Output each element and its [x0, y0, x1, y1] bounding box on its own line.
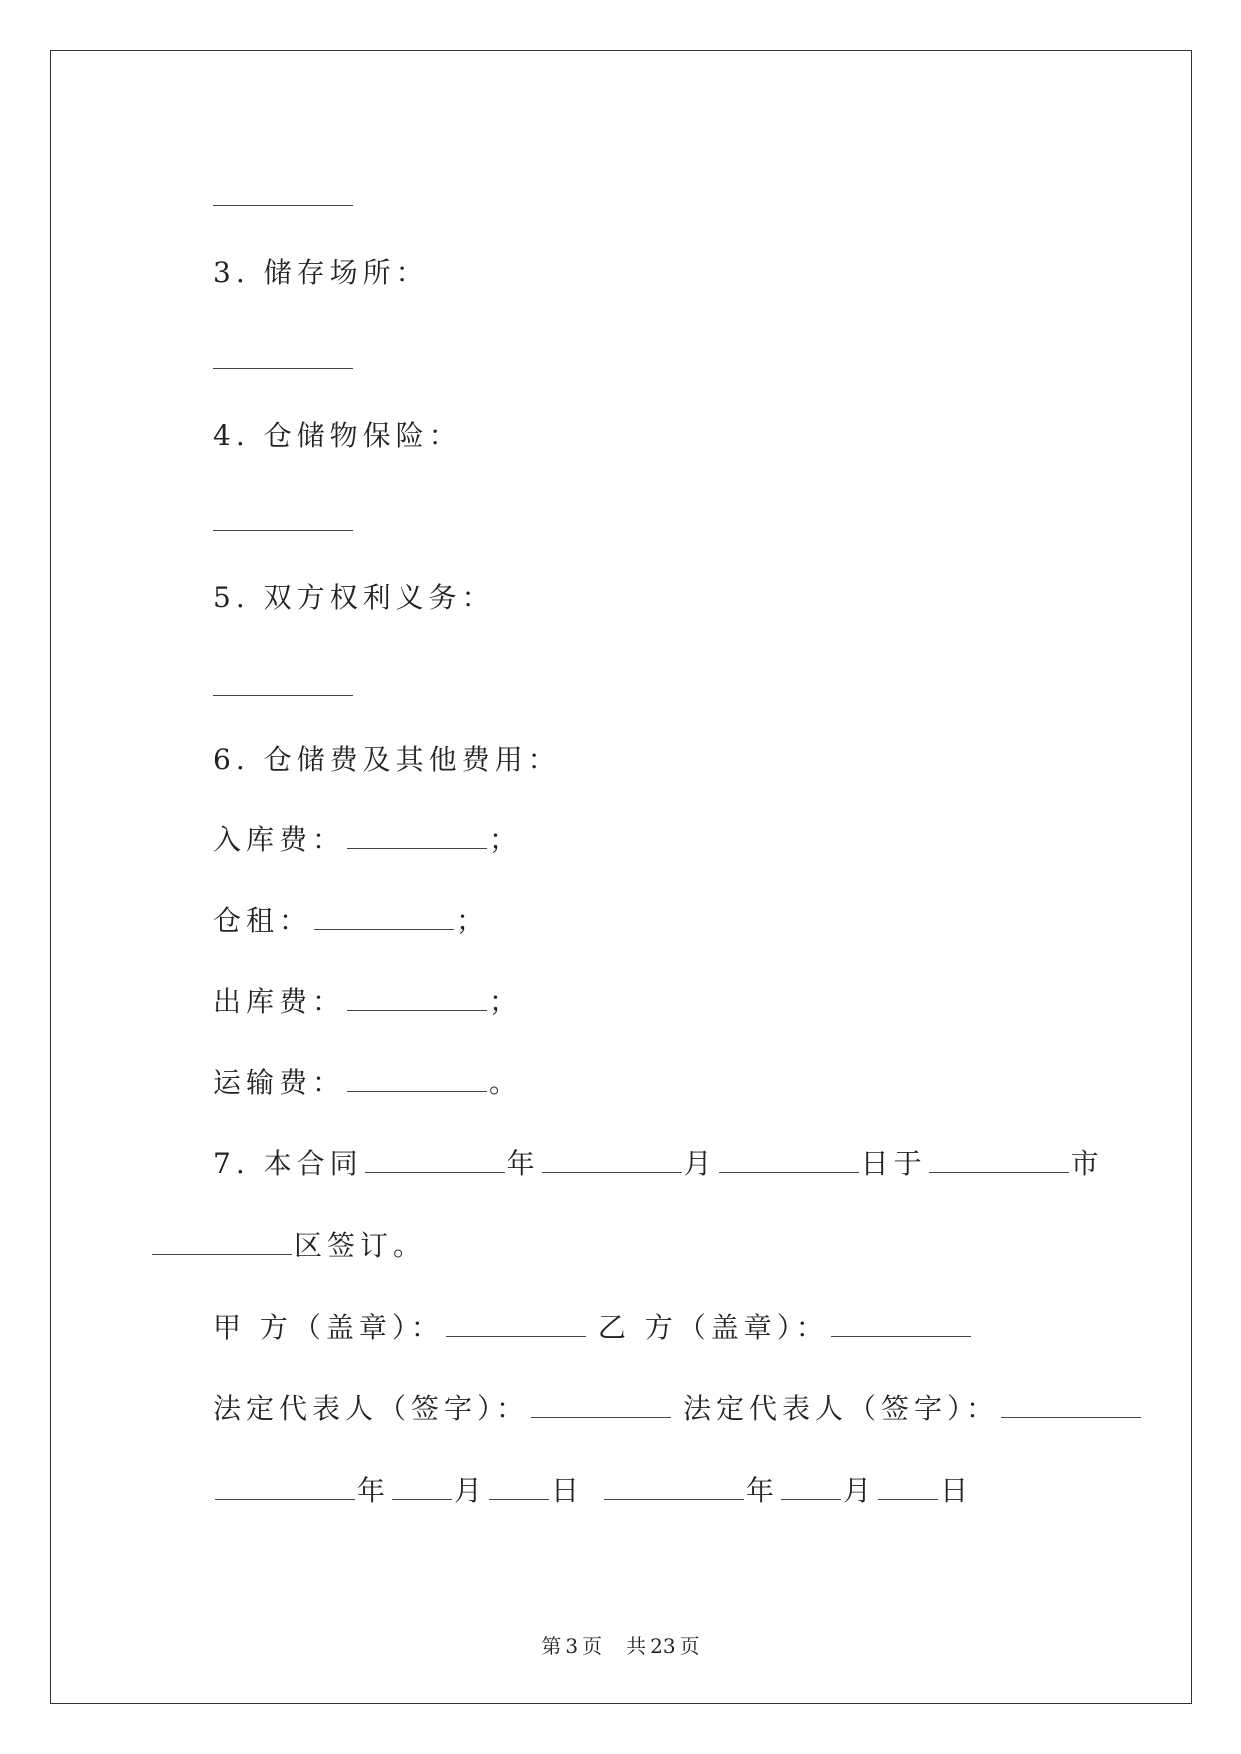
fee-out	[213, 984, 522, 1020]
punct: ；	[489, 985, 523, 1018]
year-label: 年	[746, 1474, 780, 1507]
day-at-label: 日于	[860, 1147, 927, 1180]
page-current: 3	[565, 1634, 579, 1658]
year-label: 年	[506, 1147, 540, 1180]
item-6-fees	[213, 742, 561, 778]
blank-line	[213, 205, 353, 206]
total-unit: 页	[679, 1634, 700, 1658]
sign-b-month-blank[interactable]	[781, 1499, 841, 1500]
sign-dates	[213, 1473, 973, 1509]
page-border	[50, 50, 1192, 1704]
item-4-text: 4. 仓储物保险：	[213, 419, 462, 452]
item-6-text: 6. 仓储费及其他费用：	[213, 743, 561, 776]
fee-in-blank[interactable]	[347, 848, 487, 849]
item-3-storage-place	[213, 255, 429, 291]
month-label: 月	[454, 1474, 488, 1507]
sign-b-day-blank[interactable]	[878, 1499, 938, 1500]
sign-a-day-blank[interactable]	[489, 1499, 549, 1500]
rep-b-label: 法定代表人（签字）：	[683, 1392, 1000, 1425]
fee-rent-label: 仓租：	[213, 904, 313, 937]
district-signed-label: 区签订。	[294, 1229, 427, 1262]
month-blank[interactable]	[542, 1172, 682, 1173]
district-blank[interactable]	[152, 1254, 292, 1255]
item-4-insurance	[213, 418, 462, 454]
fee-rent	[213, 903, 489, 939]
party-seals	[213, 1310, 973, 1346]
total-prefix: 共	[626, 1634, 647, 1658]
fee-in	[213, 822, 522, 858]
day-label: 日	[551, 1474, 585, 1507]
page-footer	[0, 1630, 1241, 1659]
city-blank[interactable]	[929, 1172, 1069, 1173]
party-b-seal-blank[interactable]	[831, 1336, 971, 1337]
clause-7	[213, 1146, 1104, 1182]
blank-line	[213, 368, 353, 369]
blank-line	[213, 530, 353, 531]
fee-transport	[213, 1065, 522, 1101]
sign-b-year-blank[interactable]	[604, 1499, 744, 1500]
page-unit: 页	[582, 1634, 603, 1658]
year-label: 年	[357, 1474, 391, 1507]
clause-7-cont	[150, 1228, 426, 1264]
sign-a-month-blank[interactable]	[392, 1499, 452, 1500]
year-blank[interactable]	[365, 1172, 505, 1173]
representatives	[213, 1391, 1143, 1427]
party-a-seal-label: 甲 方（盖章）：	[213, 1311, 444, 1344]
page-total: 23	[650, 1634, 676, 1658]
city-label: 市	[1070, 1147, 1104, 1180]
month-label: 月	[843, 1474, 877, 1507]
fee-transport-blank[interactable]	[347, 1091, 487, 1092]
rep-a-blank[interactable]	[531, 1417, 671, 1418]
item-5-rights	[213, 580, 495, 616]
fee-out-label: 出库费：	[213, 985, 346, 1018]
fee-out-blank[interactable]	[347, 1010, 487, 1011]
rep-b-blank[interactable]	[1001, 1417, 1141, 1418]
fee-in-label: 入库费：	[213, 823, 346, 856]
blank-line	[213, 695, 353, 696]
punct: 。	[489, 1066, 523, 1099]
item-3-text: 3. 储存场所：	[213, 256, 429, 289]
item-5-text: 5. 双方权利义务：	[213, 581, 495, 614]
sign-a-year-blank[interactable]	[215, 1499, 355, 1500]
day-blank[interactable]	[719, 1172, 859, 1173]
rep-a-label: 法定代表人（签字）：	[213, 1392, 530, 1425]
fee-transport-label: 运输费：	[213, 1066, 346, 1099]
page-prefix: 第	[541, 1634, 562, 1658]
party-a-seal-blank[interactable]	[446, 1336, 586, 1337]
party-b-seal-label: 乙 方（盖章）：	[597, 1311, 829, 1344]
day-label: 日	[940, 1474, 974, 1507]
clause-7-lead: 7. 本合同	[213, 1147, 363, 1180]
fee-rent-blank[interactable]	[314, 929, 454, 930]
punct: ；	[489, 823, 523, 856]
month-label: 月	[683, 1147, 717, 1180]
punct: ；	[456, 904, 490, 937]
